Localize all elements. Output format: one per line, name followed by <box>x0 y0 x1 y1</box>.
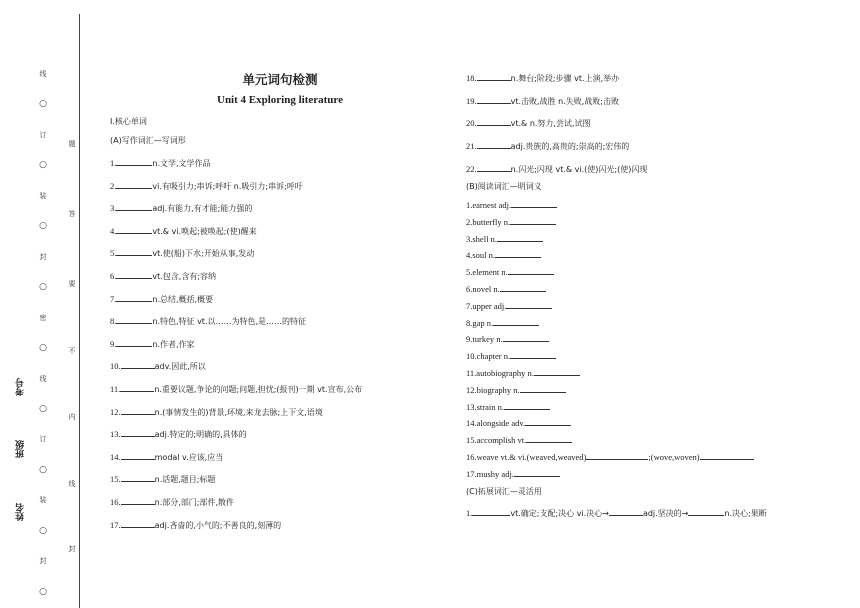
definition-text: adj.有能力,有才能;能力强的 <box>152 204 253 214</box>
answer-blank[interactable] <box>504 401 550 410</box>
item-number: 5. <box>110 248 117 259</box>
binding-glyph: 封 <box>39 557 47 565</box>
vocab-item <box>110 519 281 531</box>
binding-circle: ○ <box>39 526 47 536</box>
answer-blank[interactable] <box>477 140 511 149</box>
page-title: 单元词句检测 <box>242 72 318 87</box>
item-number: 19. <box>466 95 477 106</box>
vocab-item <box>110 473 215 485</box>
word-entry: 2.butterfly n. <box>466 216 511 227</box>
binding-column-outer <box>36 60 50 608</box>
answer-blank[interactable] <box>116 225 152 234</box>
answer-blank[interactable] <box>477 72 511 81</box>
definition-text: adj.贵族的,高贵的;崇高的;宏伟的 <box>510 142 630 152</box>
item-number: 4. <box>110 225 117 236</box>
vocab-item <box>466 163 647 175</box>
answer-blank[interactable] <box>497 233 543 242</box>
binding-circle: ○ <box>39 221 47 231</box>
unit-subtitle: Unit 4 Exploring literature <box>217 94 343 106</box>
binding-glyph: 封 <box>68 545 76 553</box>
word-entry: 14.alongside adv. <box>466 418 526 429</box>
item-number: 9. <box>110 338 117 349</box>
word-entry: 12.biography n. <box>466 384 520 395</box>
word-entry: 10.chapter n. <box>466 351 511 362</box>
answer-blank[interactable] <box>510 216 556 225</box>
item-number: 7. <box>110 293 117 304</box>
reading-item <box>466 300 552 312</box>
definition-text: adv.因此,所以 <box>154 362 206 372</box>
vocab-item <box>110 315 306 327</box>
reading-item <box>466 401 550 413</box>
reading-item <box>466 350 556 362</box>
binding-circle: ○ <box>39 343 47 353</box>
answer-blank[interactable] <box>525 417 571 426</box>
binding-glyph: 线 <box>39 375 47 383</box>
reading-item <box>466 333 549 345</box>
answer-blank[interactable] <box>120 383 154 392</box>
item-number: 8. <box>110 316 117 327</box>
definition-text: n.总结,概括,概要 <box>152 294 214 304</box>
reading-item <box>466 384 566 396</box>
binding-circle: ○ <box>39 587 47 597</box>
answer-blank[interactable] <box>121 451 155 460</box>
definition-text: vt.& vi.唤起;被唤起;(使)醒来 <box>152 226 257 236</box>
definition-text: n.文学,文学作品 <box>152 159 211 168</box>
word-entry: 8.gap n. <box>466 317 494 328</box>
answer-blank[interactable] <box>526 434 572 443</box>
answer-blank[interactable] <box>121 496 155 505</box>
answer-blank[interactable] <box>116 202 152 211</box>
answer-blank[interactable] <box>609 507 643 516</box>
vocab-item <box>110 202 252 214</box>
answer-blank[interactable] <box>495 249 541 258</box>
binding-glyph: 封 <box>39 253 47 261</box>
item-number: 6. <box>110 271 117 281</box>
answer-blank[interactable] <box>121 428 155 437</box>
definition-text: vi.有吸引力;串诉;呼吁 n.吸引力;串诉;呼吁 <box>152 181 303 191</box>
section-heading-core-words: Ⅰ.核心单词 <box>110 117 147 126</box>
item-number: 21. <box>466 141 477 152</box>
reading-item <box>466 468 560 480</box>
vocab-item <box>110 225 257 237</box>
definition-text: n.部分,部门;部件,散件 <box>154 498 235 507</box>
binding-circle: ○ <box>39 404 47 414</box>
definition-text: vt.使(船)下水;开始从事,发动 <box>152 249 255 259</box>
answer-blank[interactable] <box>586 451 648 460</box>
answer-blank[interactable] <box>500 283 546 292</box>
part-a-heading: (A)写作词汇—写词形 <box>110 136 186 145</box>
answer-blank[interactable] <box>534 367 580 376</box>
binding-glyph: 内 <box>68 413 76 421</box>
answer-blank[interactable] <box>472 507 510 516</box>
binding-glyph: 线 <box>39 70 47 78</box>
binding-glyph: 题 <box>68 140 76 148</box>
reading-item <box>466 249 541 261</box>
name-label: 姓名 <box>16 503 26 521</box>
binding-circle: ○ <box>39 160 47 170</box>
vocab-item <box>110 360 206 372</box>
answer-blank[interactable] <box>511 199 557 208</box>
definition-text: modal v.应该,应当 <box>154 452 224 462</box>
vocab-item <box>466 117 591 129</box>
answer-blank[interactable] <box>514 468 560 477</box>
item-number: 20. <box>466 118 477 129</box>
part-b-heading: (B)阅读词汇—明词义 <box>466 182 542 191</box>
exam-number-label: 考号 <box>16 378 26 396</box>
answer-blank[interactable] <box>116 157 152 166</box>
definition-text: adj.吝啬的,小气的;不善良的,刻薄的 <box>154 520 282 530</box>
item-number: 13. <box>110 429 121 440</box>
definition-text: n.闪光;闪现 vt.& vi.(使)闪光;(使)闪现 <box>510 164 648 174</box>
vocab-item <box>110 293 213 305</box>
vocab-item <box>110 338 195 350</box>
reading-item <box>466 283 546 295</box>
definition-text: vt.& n.努力,尝试,试图 <box>510 119 591 129</box>
vocab-item <box>110 383 362 395</box>
answer-blank[interactable] <box>116 180 152 189</box>
binding-glyph: 线 <box>68 480 76 488</box>
word-entry: 6.novel n. <box>466 284 500 294</box>
answer-blank[interactable] <box>116 270 152 279</box>
word-entry: 7.upper adj. <box>466 300 507 311</box>
reading-item <box>466 199 557 211</box>
item-number: 10. <box>110 361 121 372</box>
word-entry: 13.strain n. <box>466 401 505 412</box>
word-entry: 9.turkey n. <box>466 334 503 345</box>
item-number: 1. <box>110 158 117 168</box>
vocab-item <box>110 157 211 169</box>
answer-blank[interactable] <box>477 163 511 172</box>
vocab-item <box>466 95 619 107</box>
answer-blank[interactable] <box>510 350 556 359</box>
definition-text: n.特色,特征 vt.以……为特色,是……的特征 <box>152 317 307 327</box>
definition-text: vt.包含,含有;容纳 <box>152 272 217 281</box>
answer-blank[interactable] <box>116 315 152 324</box>
word-entry: 5.element n. <box>466 267 508 278</box>
item-number: 17. <box>110 519 121 530</box>
word-entry: 3.shell n. <box>466 233 497 244</box>
reading-item <box>466 367 580 379</box>
answer-blank[interactable] <box>508 266 554 275</box>
vocab-item <box>466 140 629 152</box>
binding-glyph: 要 <box>68 280 76 288</box>
answer-blank[interactable] <box>520 384 566 393</box>
binding-glyph: 装 <box>39 496 47 504</box>
vocab-item <box>110 247 254 259</box>
item-number: 12. <box>110 406 121 417</box>
reading-item <box>466 451 754 463</box>
answer-blank[interactable] <box>503 333 549 342</box>
answer-blank[interactable] <box>493 317 539 326</box>
answer-blank[interactable] <box>506 300 552 309</box>
binding-circle: ○ <box>39 99 47 109</box>
item-number: 3. <box>110 203 117 214</box>
answer-blank[interactable] <box>121 473 155 482</box>
binding-glyph: 装 <box>39 192 47 200</box>
answer-blank[interactable] <box>688 507 724 516</box>
definition-text: n.舞台;阶段;步骤 vt.上演,举办 <box>510 74 620 83</box>
binding-glyph: 不 <box>68 347 76 355</box>
word-entry: 17.mushy adj. <box>466 468 514 479</box>
definition-text: n.作者,作家 <box>152 339 195 349</box>
reading-item <box>466 417 571 429</box>
reading-item <box>466 216 556 228</box>
item-number: 16. <box>110 497 121 507</box>
class-label: 班级 <box>16 440 26 458</box>
answer-blank[interactable] <box>121 360 155 369</box>
word-entry: 4.soul n. <box>466 250 496 261</box>
definition-text: n.话题,题目;标题 <box>154 475 216 485</box>
binding-glyph: 答 <box>68 210 76 218</box>
item-number: 15. <box>110 474 121 485</box>
binding-column-inner <box>65 60 79 608</box>
answer-blank[interactable] <box>700 451 754 460</box>
vocab-item <box>110 180 303 192</box>
answer-blank[interactable] <box>116 247 152 256</box>
item-number: 2. <box>110 180 117 191</box>
vocab-item <box>110 270 216 282</box>
vocab-item <box>110 496 234 508</box>
answer-blank[interactable] <box>477 117 511 126</box>
word-forms: ;(wove,woven) <box>648 452 700 462</box>
answer-blank[interactable] <box>477 95 511 104</box>
definition-text: adj.特定的;明确的,具体的 <box>154 430 247 440</box>
part-c-item: 1. vt.确定;支配;决心 vi.决心→ adj.坚决的→ n.决心;果断 <box>466 508 767 518</box>
word-entry: 16.weave vt.& vi.(weaved,weaved) <box>466 452 587 462</box>
reading-item <box>466 266 554 278</box>
reading-item <box>466 233 543 245</box>
binding-glyph: 密 <box>39 314 47 322</box>
definition-text: n.(事情发生的)背景,环境,来龙去脉;上下文,语境 <box>154 407 323 417</box>
word-entry: 15.accomplish vt. <box>466 435 527 446</box>
vocab-item <box>110 428 247 440</box>
answer-blank[interactable] <box>116 338 152 347</box>
answer-blank[interactable] <box>121 406 155 415</box>
vocab-item <box>110 406 323 418</box>
binding-circle: ○ <box>39 465 47 475</box>
answer-blank[interactable] <box>121 519 155 528</box>
reading-item <box>466 317 539 329</box>
item-number: 11. <box>110 384 121 394</box>
binding-circle: ○ <box>39 282 47 292</box>
reading-item <box>466 434 572 446</box>
word-entry: 1.earnest adj. <box>466 200 512 210</box>
binding-glyph: 订 <box>39 435 47 443</box>
vocab-item <box>466 72 619 84</box>
item-number: 14. <box>110 451 121 462</box>
answer-blank[interactable] <box>116 293 152 302</box>
item-number: 22. <box>466 163 477 174</box>
part-c-heading: (C)拓展词汇—灵活用 <box>466 487 542 496</box>
definition-text: n.重要议题,争论的问题;问题,担忧;(报刊)一期 vt.宣布,公布 <box>154 385 363 394</box>
word-entry: 11.autobiography n. <box>466 368 534 378</box>
item-number: 18. <box>466 73 477 83</box>
binding-glyph: 订 <box>39 131 47 139</box>
definition-text: vt.击败,战胜 n.失败,战败;击败 <box>510 96 619 106</box>
vocab-item <box>110 451 223 463</box>
